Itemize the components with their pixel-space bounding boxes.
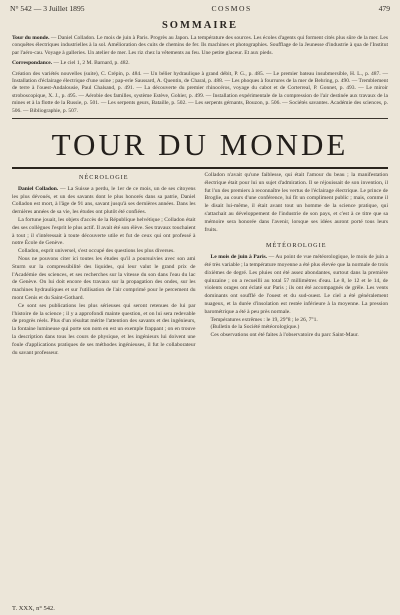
- summary-correspondance-entry: [12, 60, 388, 67]
- article-paragraph: Le mois de juin à Paris. — Au point de vue météorologique, le mois de juin a été très variable ; la température moyenne a été plus élevée que la normale de trois dixièmes de degré. Les pluies ont été assez abondantes, surtout dans la première quinzaine ; on a recueilli au total 57 millimètres d'eau. Le 8, le 12 et le 14, de violents orages ont éclaté sur Paris ; ils ont été accompagnés de grêle. Les vents dominants ont soufflé de l'ouest et du sud-ouest. Le ciel a été généralement nuageux, et la durée d'insolation est restée inférieure à la moyenne. La pression barométrique a été à peu près normale.: [204, 254, 389, 315]
- summary-title: SOMMAIRE: [161, 20, 239, 31]
- article-paragraph: Températures extrêmes : le 19, 29°8 ; le 26, 7°1.: [210, 316, 318, 323]
- article-subhead: Le mois de juin à Paris.: [210, 254, 268, 261]
- article-paragraph: Daniel Colladon. — La Suisse a perdu, le 1er de ce mois, un de ses citoyens les plus dévoués, et un des savants dont le plus honorés dans sa patrie, Daniel Colladon est mort, à l'âge de 91 ans, savant jusqu'à ses dernières années. Dans les dernières années de sa vie, les études ont plutôt été confiées.: [12, 185, 196, 216]
- summary-articles-list: Création des variétés nouvelles (suite), C. Crépin, p. 484. — Un bélier hydraulique à grand débit, P. G., p. 485. — Le premier bateau insubmersible, H. L., p. 487. — Installation d'éclairage électrique d'une usine ; pap-erie Saussard, A. Quentin, de Charal, p. 488. — Les phoques à fourrures de la mer de Behring, p. 490. — Tremblement de terre à l'ouest-Andalousie, Paul Chalsand, p. 491. — La découverte du premier rhinocéros, voyage du cabot et de Corterreal, P. Gonnet, p. 493. — Le miroir stroboscopique, X. J., p. 495. — Aérobie des familles, système Estève, Gohier, p. 499. — Installation expérimentale de la compression de l'air destinée aux travaux de la mines et à la flotte de la Russie, p. 501. — Les serpents geurs, Bataille, p. 502. — Les serpents gérnants, Bouzon, p. 506. — Sociétés savantes. Académie des sciences, p. 506. — Bibliographie, p. 507.: [12, 70, 388, 114]
- page-number: 479: [378, 4, 390, 13]
- article-paragraph: Colladon n'avait qu'une faiblesse, qui était l'amour du beau ; la manifestation électrique était pour lui un sujet d'admiration. Il se réjouissait de son invention, il fut l'un des premiers à reconnaître les vertus de l'éclairage électrique. Le prince de Broglie, au cours d'une conférence, lui fit un compliment public ; mais, comme il le disait lui-même, il était avant tout un homme de la science pratique, qui s'attachait au développement de l'industrie de son pays, et c'est à ce titre que sa mémoire sera honorée dans l'avenir, lorsque ses idées auront porté tous leurs fruits.: [204, 172, 388, 233]
- summary-correspondance-label: Correspondance.: [12, 60, 53, 67]
- article-paragraph: Ce sont ses publications les plus sérieuses qui seront retenues de lui par l'histoire de la science ; il y a approfondi mainte question, et on lui sera redevable de progrès réels. Plus d'un résultat mérite l'attention des savants et des ingénieurs, la fontaine lumineuse qui porte son nom en est un exemple frappant ; on en trouve la description dans tous les cours de physique, et les ingénieurs lui doivent une foule d'applications pratiques de ses méthodes ingénieuses, il fut le collaborateur du savant professeur.: [12, 302, 196, 356]
- running-header: [10, 4, 390, 13]
- summary-tour-label: Tour du monde.: [12, 35, 50, 41]
- article-subhead: Daniel Colladon.: [18, 185, 59, 192]
- title-divider: [12, 167, 388, 169]
- article-paragraph: (Bulletin de la Société météorologique.): [210, 324, 300, 331]
- divider: [12, 118, 388, 119]
- article-paragraph: Colladon, esprit universel, s'est occupé des questions les plus diverses.: [18, 248, 175, 255]
- summary-tour-text: — Daniel Colladon. Le mois de juin à Paris. Progrès au Japon. La température des sources. Les écoles d'agents qui forment cités plus sûre de la mer. Les conquêtes électriques industrielles à la sol. Amélioration des cuits de chemins de fer. Ils machines et photographies. Soufflage de la Jeunesse d'industrie à qua de l'Institut par l'aéro-cau. Voyage à galleries. Un atelier de mer. Les riz chez la vêtements au feu. Une petite glaceur. Et aux pieds.: [12, 35, 388, 56]
- article-paragraph: Nous ne pouvons citer ici toutes les études qu'il a poursuivies avec son ami Sturm sur la compressibilité des liquides, qui leur valut le grand prix de l'Académie des sciences, et ses recherches sur la vitesse du son dans l'eau du lac de Genève. On lui doit encore des travaux sur la propagation des ondes, sur les machines hydrauliques et sur l'utilisation de l'air comprimé pour le percement du mont Cenis et du Saint-Gothard.: [12, 256, 196, 302]
- volume-footer: T. XXX, n° 542.: [12, 605, 55, 612]
- meteorology-heading: MÉTÉOROLOGIE: [266, 242, 327, 250]
- article-columns: [10, 172, 390, 357]
- journal-name: COSMOS: [211, 4, 252, 13]
- article-paragraph: Ces observations ont été faites à l'observatoire du parc Saint-Maur.: [210, 332, 359, 339]
- article-paragraph: La fortune jouait, les objets d'accès de la République helvétique ; Colladon était des ses collègues l'esprit le plus actif. Il avait été son élève. Ses travaux touchaient à tout ; il s'intéressait à toute découverte utile et fut de ceux qui ont professé à notre École de Genève.: [12, 217, 196, 247]
- section-title: TOUR DU MONDE: [51, 127, 349, 163]
- right-column: [205, 172, 389, 357]
- necrology-heading: NÉCROLOGIE: [78, 174, 129, 182]
- summary-correspondance-text: — Le ciel 1, 2 M. Barnard, p. 482.: [53, 60, 130, 67]
- summary-tour-entry: [12, 35, 388, 57]
- issue-number: N° 542 — 3 Juillet 1895: [10, 4, 85, 13]
- left-column: [12, 172, 196, 357]
